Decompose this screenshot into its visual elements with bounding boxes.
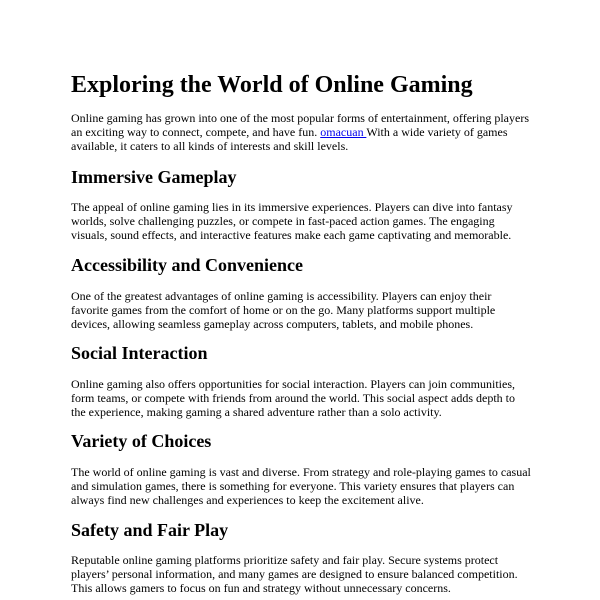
section-heading-immersive-gameplay: Immersive Gameplay [71, 167, 237, 187]
intro-text-before-link: Online gaming has grown into one of the most popular forms of entertainment, offering players an exciting way to connect, compete, and have fun. [71, 111, 530, 139]
intro-text-after-link: With a wide variety of games available, it caters to all kinds of interests and skill levels. [71, 125, 508, 153]
intro-paragraph [71, 111, 531, 153]
section-heading-social-interaction: Social Interaction [71, 343, 208, 363]
section-body-immersive-gameplay: The appeal of online gaming lies in its immersive experiences. Players can dive into fantasy worlds, solve challenging puzzles, or compete in fast-paced action games. The engaging visuals, sound effects, and interactive features make each game captivating and memorable. [71, 200, 513, 242]
section-body-social-interaction: Online gaming also offers opportunities for social interaction. Players can join communities, form teams, or compete with friends from around the world. This social aspect adds depth to the experience, making gaming a shared adventure rather than a solo activity. [71, 377, 516, 419]
omacuan-link[interactable]: omacuan [320, 125, 367, 139]
page-title: Exploring the World of Online Gaming [71, 72, 473, 98]
section-body-variety-of-choices: The world of online gaming is vast and diverse. From strategy and role-playing games to casual and simulation games, there is something for everyone. This variety ensures that players can always find new challenges and experiences to keep the excitement alive. [71, 465, 531, 507]
section-body-accessibility: One of the greatest advantages of online gaming is accessibility. Players can enjoy their favorite games from the comfort of home or on the go. Many platforms support multiple devices, allowing seamless gameplay across computers, tablets, and mobile phones. [71, 289, 496, 331]
section-heading-accessibility: Accessibility and Convenience [71, 255, 303, 275]
section-heading-variety-of-choices: Variety of Choices [71, 431, 212, 451]
section-heading-safety-fair-play: Safety and Fair Play [71, 520, 229, 540]
section-body-safety-fair-play: Reputable online gaming platforms prioritize safety and fair play. Secure systems protect players’ personal information, and many games are designed to ensure balanced competition. This allows gamers to focus on fun and strategy without unnecessary concerns. [71, 553, 518, 595]
